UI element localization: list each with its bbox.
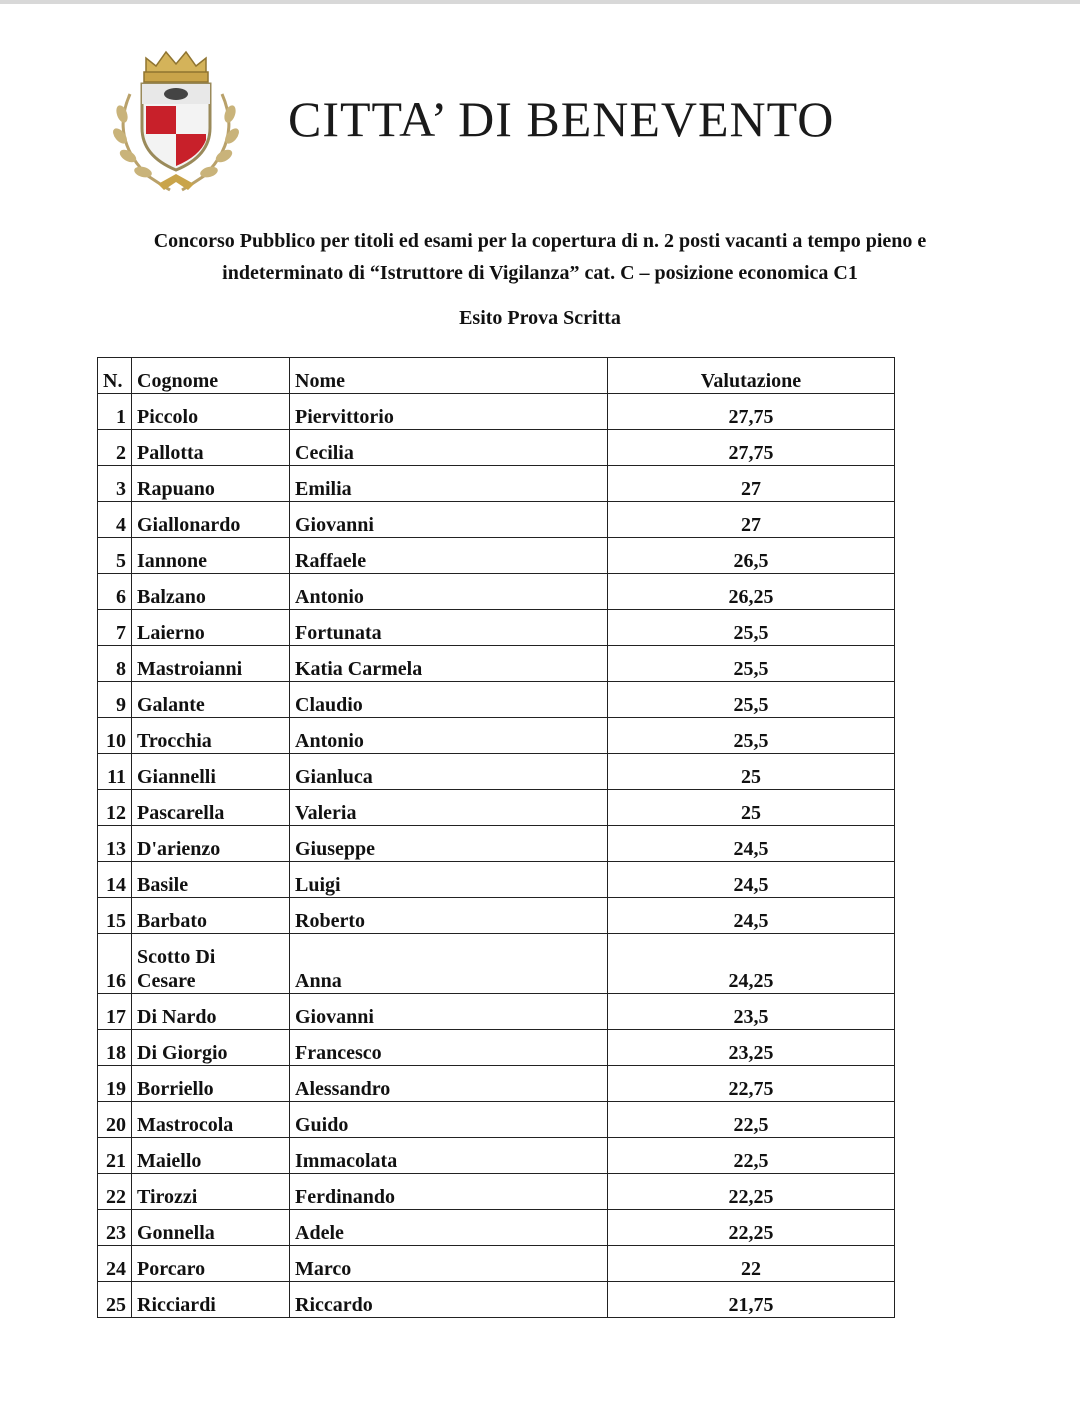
cell-surname: Ricciardi [132,1282,290,1318]
table-row [98,1210,895,1246]
cell-name: Guido [290,1102,608,1138]
cell-surname: Maiello [132,1138,290,1174]
cell-name: Valeria [290,790,608,826]
cell-name: Anna [290,934,608,994]
cell-score: 25 [608,790,895,826]
cell-name: Antonio [290,574,608,610]
cell-score: 22,5 [608,1102,895,1138]
table-row [98,826,895,862]
table-row [98,790,895,826]
cell-surname: Di Giorgio [132,1030,290,1066]
document-subtitle: Esito Prova Scritta [459,307,621,329]
cell-score: 22,75 [608,1066,895,1102]
table-row [98,1030,895,1066]
cell-score: 22,25 [608,1174,895,1210]
cell-score: 25,5 [608,718,895,754]
cell-number: 19 [98,1066,132,1102]
cell-score: 27 [608,502,895,538]
cell-surname: Barbato [132,898,290,934]
cell-surname: Tirozzi [132,1174,290,1210]
cell-name: Cecilia [290,430,608,466]
cell-score: 25,5 [608,682,895,718]
cell-number: 10 [98,718,132,754]
cell-surname: Trocchia [132,718,290,754]
table-row [98,646,895,682]
cell-surname: Laierno [132,610,290,646]
cell-name: Marco [290,1246,608,1282]
cell-score: 27,75 [608,430,895,466]
cell-name: Adele [290,1210,608,1246]
cell-number: 14 [98,862,132,898]
results-table [97,357,895,1318]
cell-surname: Galante [132,682,290,718]
header-surname: Cognome [132,358,290,394]
cell-surname: Balzano [132,574,290,610]
cell-score: 22,5 [608,1138,895,1174]
cell-surname: Gonnella [132,1210,290,1246]
table-row [98,898,895,934]
table-row [98,1282,895,1318]
cell-score: 27 [608,466,895,502]
cell-number: 20 [98,1102,132,1138]
cell-number: 21 [98,1138,132,1174]
cell-number: 2 [98,430,132,466]
cell-surname: Pascarella [132,790,290,826]
table-row [98,1174,895,1210]
table-row [98,430,895,466]
cell-score: 23,25 [608,1030,895,1066]
table-row [98,394,895,430]
cell-number: 16 [98,934,132,994]
cell-number: 22 [98,1174,132,1210]
cell-surname: Iannone [132,538,290,574]
cell-surname: D'arienzo [132,826,290,862]
cell-surname: Basile [132,862,290,898]
cell-name: Alessandro [290,1066,608,1102]
cell-name: Claudio [290,682,608,718]
cell-number: 17 [98,994,132,1030]
cell-score: 25 [608,754,895,790]
cell-number: 11 [98,754,132,790]
cell-surname: Di Nardo [132,994,290,1030]
cell-name: Francesco [290,1030,608,1066]
cell-score: 24,5 [608,862,895,898]
cell-score: 23,5 [608,994,895,1030]
table-row [98,574,895,610]
cell-number: 23 [98,1210,132,1246]
table-row [98,1066,895,1102]
cell-name: Giovanni [290,502,608,538]
cell-number: 8 [98,646,132,682]
cell-score: 24,25 [608,934,895,994]
cell-surname: Piccolo [132,394,290,430]
table-row [98,1246,895,1282]
cell-number: 7 [98,610,132,646]
table-row [98,502,895,538]
city-name: CITTA’ DI BENEVENTO [288,91,835,147]
cell-number: 3 [98,466,132,502]
cell-name: Ferdinando [290,1174,608,1210]
cell-name: Raffaele [290,538,608,574]
header-number: N. [98,358,132,394]
cell-name: Katia Carmela [290,646,608,682]
cell-name: Giuseppe [290,826,608,862]
cell-score: 21,75 [608,1282,895,1318]
cell-surname: Mastrocola [132,1102,290,1138]
cell-number: 6 [98,574,132,610]
cell-name: Emilia [290,466,608,502]
table-row [98,466,895,502]
cell-name: Piervittorio [290,394,608,430]
cell-surname: Pallotta [132,430,290,466]
top-rule [0,0,1080,4]
header-name: Nome [290,358,608,394]
header-score: Valutazione [608,358,895,394]
cell-number: 24 [98,1246,132,1282]
cell-name: Gianluca [290,754,608,790]
cell-score: 22 [608,1246,895,1282]
competition-notice [80,225,1000,289]
cell-name: Immacolata [290,1138,608,1174]
cell-name: Fortunata [290,610,608,646]
table-row [98,718,895,754]
notice-line-1: Concorso Pubblico per titoli ed esami per la copertura di n. 2 posti vacanti a tempo pieno e [153,230,927,252]
table-row [98,610,895,646]
cell-number: 25 [98,1282,132,1318]
cell-score: 25,5 [608,610,895,646]
table-header-row [98,358,895,394]
table-row [98,1102,895,1138]
table-row [98,994,895,1030]
cell-surname: Rapuano [132,466,290,502]
table-row [98,1138,895,1174]
cell-score: 26,5 [608,538,895,574]
cell-score: 26,25 [608,574,895,610]
cell-name: Antonio [290,718,608,754]
cell-number: 13 [98,826,132,862]
cell-surname: Scotto Di Cesare [132,934,290,994]
cell-surname: Mastroianni [132,646,290,682]
cell-surname: Borriello [132,1066,290,1102]
table-row [98,934,895,994]
cell-number: 18 [98,1030,132,1066]
cell-number: 15 [98,898,132,934]
table-row [98,754,895,790]
cell-surname: Giannelli [132,754,290,790]
benevento-coat-of-arms-icon [108,44,244,194]
cell-score: 22,25 [608,1210,895,1246]
cell-score: 24,5 [608,898,895,934]
cell-name: Roberto [290,898,608,934]
table-row [98,862,895,898]
cell-score: 27,75 [608,394,895,430]
cell-number: 4 [98,502,132,538]
cell-name: Riccardo [290,1282,608,1318]
cell-score: 25,5 [608,646,895,682]
cell-surname: Porcaro [132,1246,290,1282]
cell-surname: Giallonardo [132,502,290,538]
cell-number: 5 [98,538,132,574]
table-row [98,538,895,574]
cell-score: 24,5 [608,826,895,862]
cell-number: 9 [98,682,132,718]
cell-number: 1 [98,394,132,430]
cell-name: Luigi [290,862,608,898]
cell-name: Giovanni [290,994,608,1030]
page-header [108,44,968,194]
table-row [98,682,895,718]
cell-number: 12 [98,790,132,826]
notice-line-2: indeterminato di “Istruttore di Vigilanza” cat. C – posizione economica C1 [222,262,858,284]
